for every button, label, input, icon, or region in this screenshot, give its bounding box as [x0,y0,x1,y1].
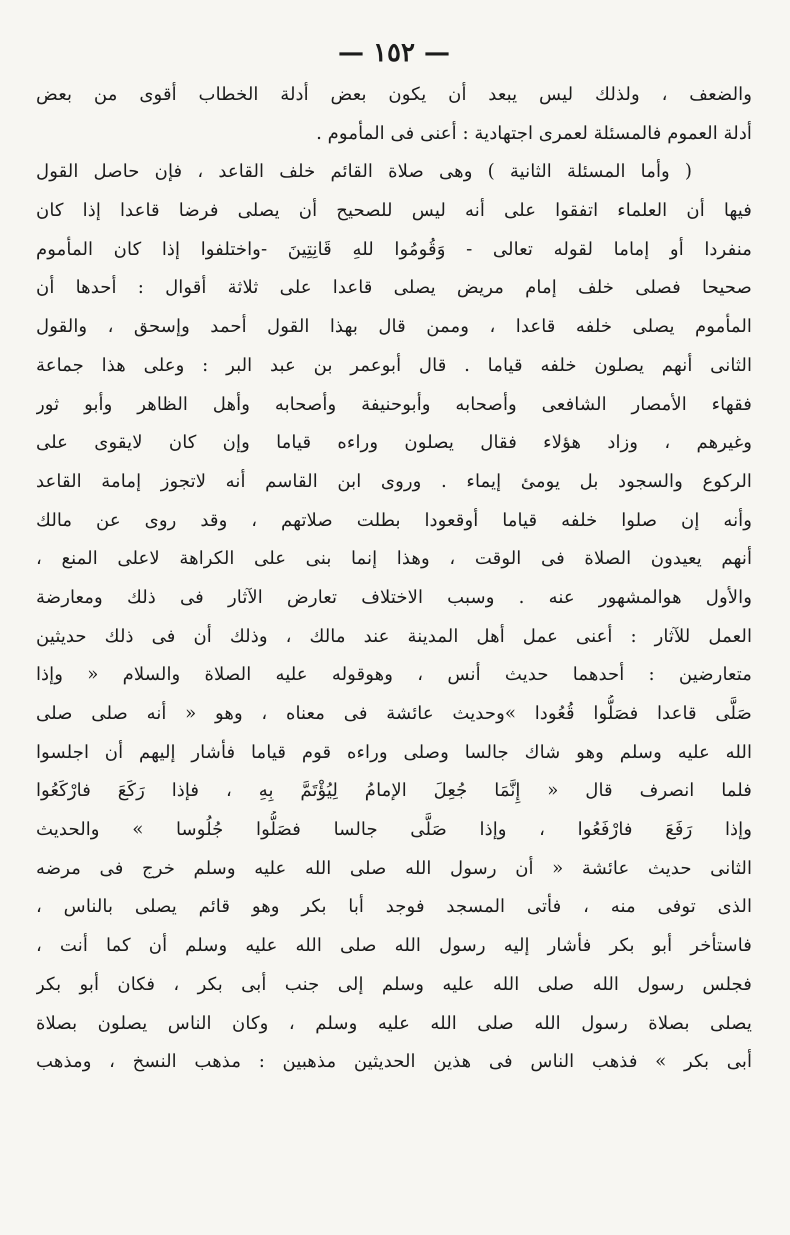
body-text [36,76,752,1082]
text-line: فجلس رسول الله صلى الله عليه وسلم إلى جنب أبى بكر ، فكان أبو بكر [36,973,752,995]
text-line: متعارضين : أحدهما حديث أنس ، وهوقوله عليه الصلاة والسلام « وإذا [36,664,752,686]
text-line: صَلَّى قاعدا فصَلُّوا قُعُودا »وحديث عائشة فى معناه ، وهو « أنه صلى صلى [36,703,752,724]
text-line: والضعف ، ولذلك ليس يبعد أن يكون بعض أدلة الخطاب أقوى من بعض [36,84,752,105]
text-line: يصلى بصلاة رسول الله صلى الله عليه وسلم ، وكان الناس يصلون بصلاة [36,1012,752,1034]
text-line: الثانى أنهم يصلون خلفه قياما . قال أبوعمر بن عبد البر : وعلى هذا جماعة [36,354,752,376]
text-line: ( وأما المسئلة الثانية ) وهى صلاة القائم خلف القاعد ، فإن حاصل القول [36,161,692,183]
text-line: الله عليه وسلم وهو شاك جالسا وصلى وراءه قوم قياما فأشار إليهم أن اجلسوا [36,741,752,763]
text-line: وأنه إن صلوا خلفه قياما أوقعودا بطلت صلاتهم ، وقد روى عن مالك [36,509,752,531]
text-line: منفردا أو إماما لقوله تعالى - وَقُومُوا للهِ قَانِتِينَ -واختلفوا إذا كان المأموم [36,238,752,260]
text-line: والأول هوالمشهور عنه . وسبب الاختلاف تعارض الآثار فى ذلك ومعارضة [36,586,752,608]
text-line: فيها أن العلماء اتفقوا على أنه ليس للصحيح أن يصلى فرضا قاعدا إذا كان [36,200,752,222]
text-line: صحيحا فصلى خلف إمام مريض يصلى قاعدا على ثلاثة أقوال : أحدها أن [36,277,752,299]
text-line: فاستأخر أبو بكر فأشار إليه رسول الله صلى الله عليه وسلم أن كما أنت ، [36,935,752,957]
text-line: الركوع والسجود بل يومئ إيماء . وروى ابن القاسم أنه لاتجوز إمامة القاعد [36,470,752,492]
text-line: أبى بكر » فذهب الناس فى هذين الحديثين مذهبين : مذهب النسخ ، ومذهب [36,1051,752,1073]
text-line: وإذا رَفَعَ فارْفَعُوا ، وإذا صَلَّى جالسا فصَلُّوا جُلُوسا » والحديث [36,819,752,841]
text-line: الثانى حديث عائشة « أن رسول الله صلى الله عليه وسلم خرج فى مرضه [36,857,752,879]
text-line: فلما انصرف قال « إِنَّمَا جُعِلَ الإمامُ لِيُؤْتَمَّ بِهِ ، فإذا رَكَعَ فارْكَعُوا [36,780,752,802]
text-line: فقهاء الأمصار الشافعى وأصحابه وأبوحنيفة وأصحابه وأهل الظاهر وأبو ثور [36,393,752,415]
text-line: المأموم يصلى خلفه قاعدا ، وممن قال بهذا القول أحمد وإسحق ، والقول [36,316,752,338]
text-line: الذى توفى منه ، فأتى المسجد فوجد أبا بكر وهو قائم يصلى بالناس ، [36,896,752,918]
text-line: العمل للآثار : أعنى عمل أهل المدينة عند مالك ، وذلك أن فى ذلك حديثين [36,625,752,647]
text-line: أدلة العموم فالمسئلة لعمرى اجتهادية : أعنى فى المأموم . [316,122,752,144]
text-line: أنهم يعيدون الصلاة فى الوقت ، وهذا إنما بنى على الكراهة لاعلى المنع ، [36,548,752,570]
page-number: — ١٥٢ — [337,38,451,68]
text-line: وغيرهم ، وزاد هؤلاء فقال يصلون وراءه قياما وإن كان لايقوى على [36,432,752,454]
